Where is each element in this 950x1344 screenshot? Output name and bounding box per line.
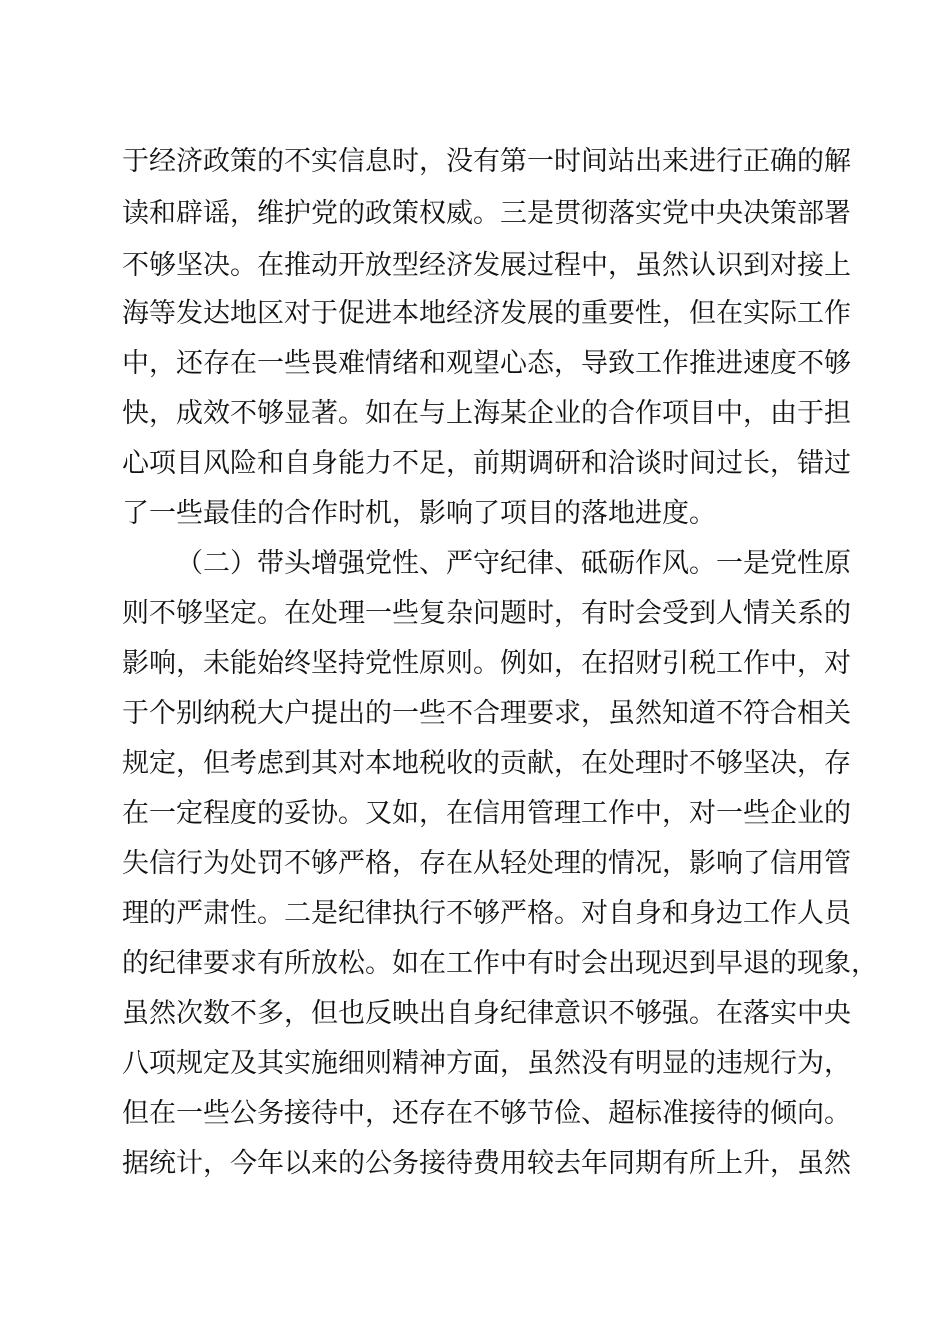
text-line: 于经济政策的不实信息时，没有第一时间站出来进行正确的解 [122,146,851,177]
text-line: 的纪律要求有所放松。如在工作中有时会出现迟到早退的现象， [122,948,878,979]
section-heading-line: （二）带头增强党性、严守纪律、砥砺作风。一是党性原 [176,548,851,579]
text-line: 读和辟谣，维护党的政策权威。三是贯彻落实党中央决策部署 [122,198,851,229]
text-line: 虽然次数不多，但也反映出自身纪律意识不够强。在落实中央 [122,998,851,1029]
text-line: 影响，未能始终坚持党性原则。例如，在招财引税工作中，对 [122,648,851,679]
text-line: 中，还存在一些畏难情绪和观望心态，导致工作推进速度不够 [122,348,851,379]
text-line: 快，成效不够显著。如在与上海某企业的合作项目中，由于担 [122,398,851,429]
text-line: 在一定程度的妥协。又如，在信用管理工作中，对一些企业的 [122,798,851,829]
text-line: 不够坚决。在推动开放型经济发展过程中，虽然认识到对接上 [122,250,851,281]
text-line: 于个别纳税大户提出的一些不合理要求，虽然知道不符合相关 [122,698,851,729]
text-line: 规定，但考虑到其对本地税收的贡献，在处理时不够坚决，存 [122,748,851,779]
text-line: 失信行为处罚不够严格，存在从轻处理的情况，影响了信用管 [122,848,851,879]
text-line: 海等发达地区对于促进本地经济发展的重要性，但在实际工作 [122,298,851,329]
text-line: 据统计，今年以来的公务接待费用较去年同期有所上升，虽然 [122,1148,851,1179]
text-line: 则不够坚定。在处理一些复杂问题时，有时会受到人情关系的 [122,598,851,629]
text-line: 但在一些公务接待中，还存在不够节俭、超标准接待的倾向。 [122,1098,851,1129]
text-line: 八项规定及其实施细则精神方面，虽然没有明显的违规行为， [122,1048,851,1079]
paragraph-end-line: 了一些最佳的合作时机，影响了项目的落地进度。 [122,498,716,529]
text-line: 理的严肃性。二是纪律执行不够严格。对自身和身边工作人员 [122,898,851,929]
text-line: 心项目风险和自身能力不足，前期调研和洽谈时间过长，错过 [122,448,851,479]
